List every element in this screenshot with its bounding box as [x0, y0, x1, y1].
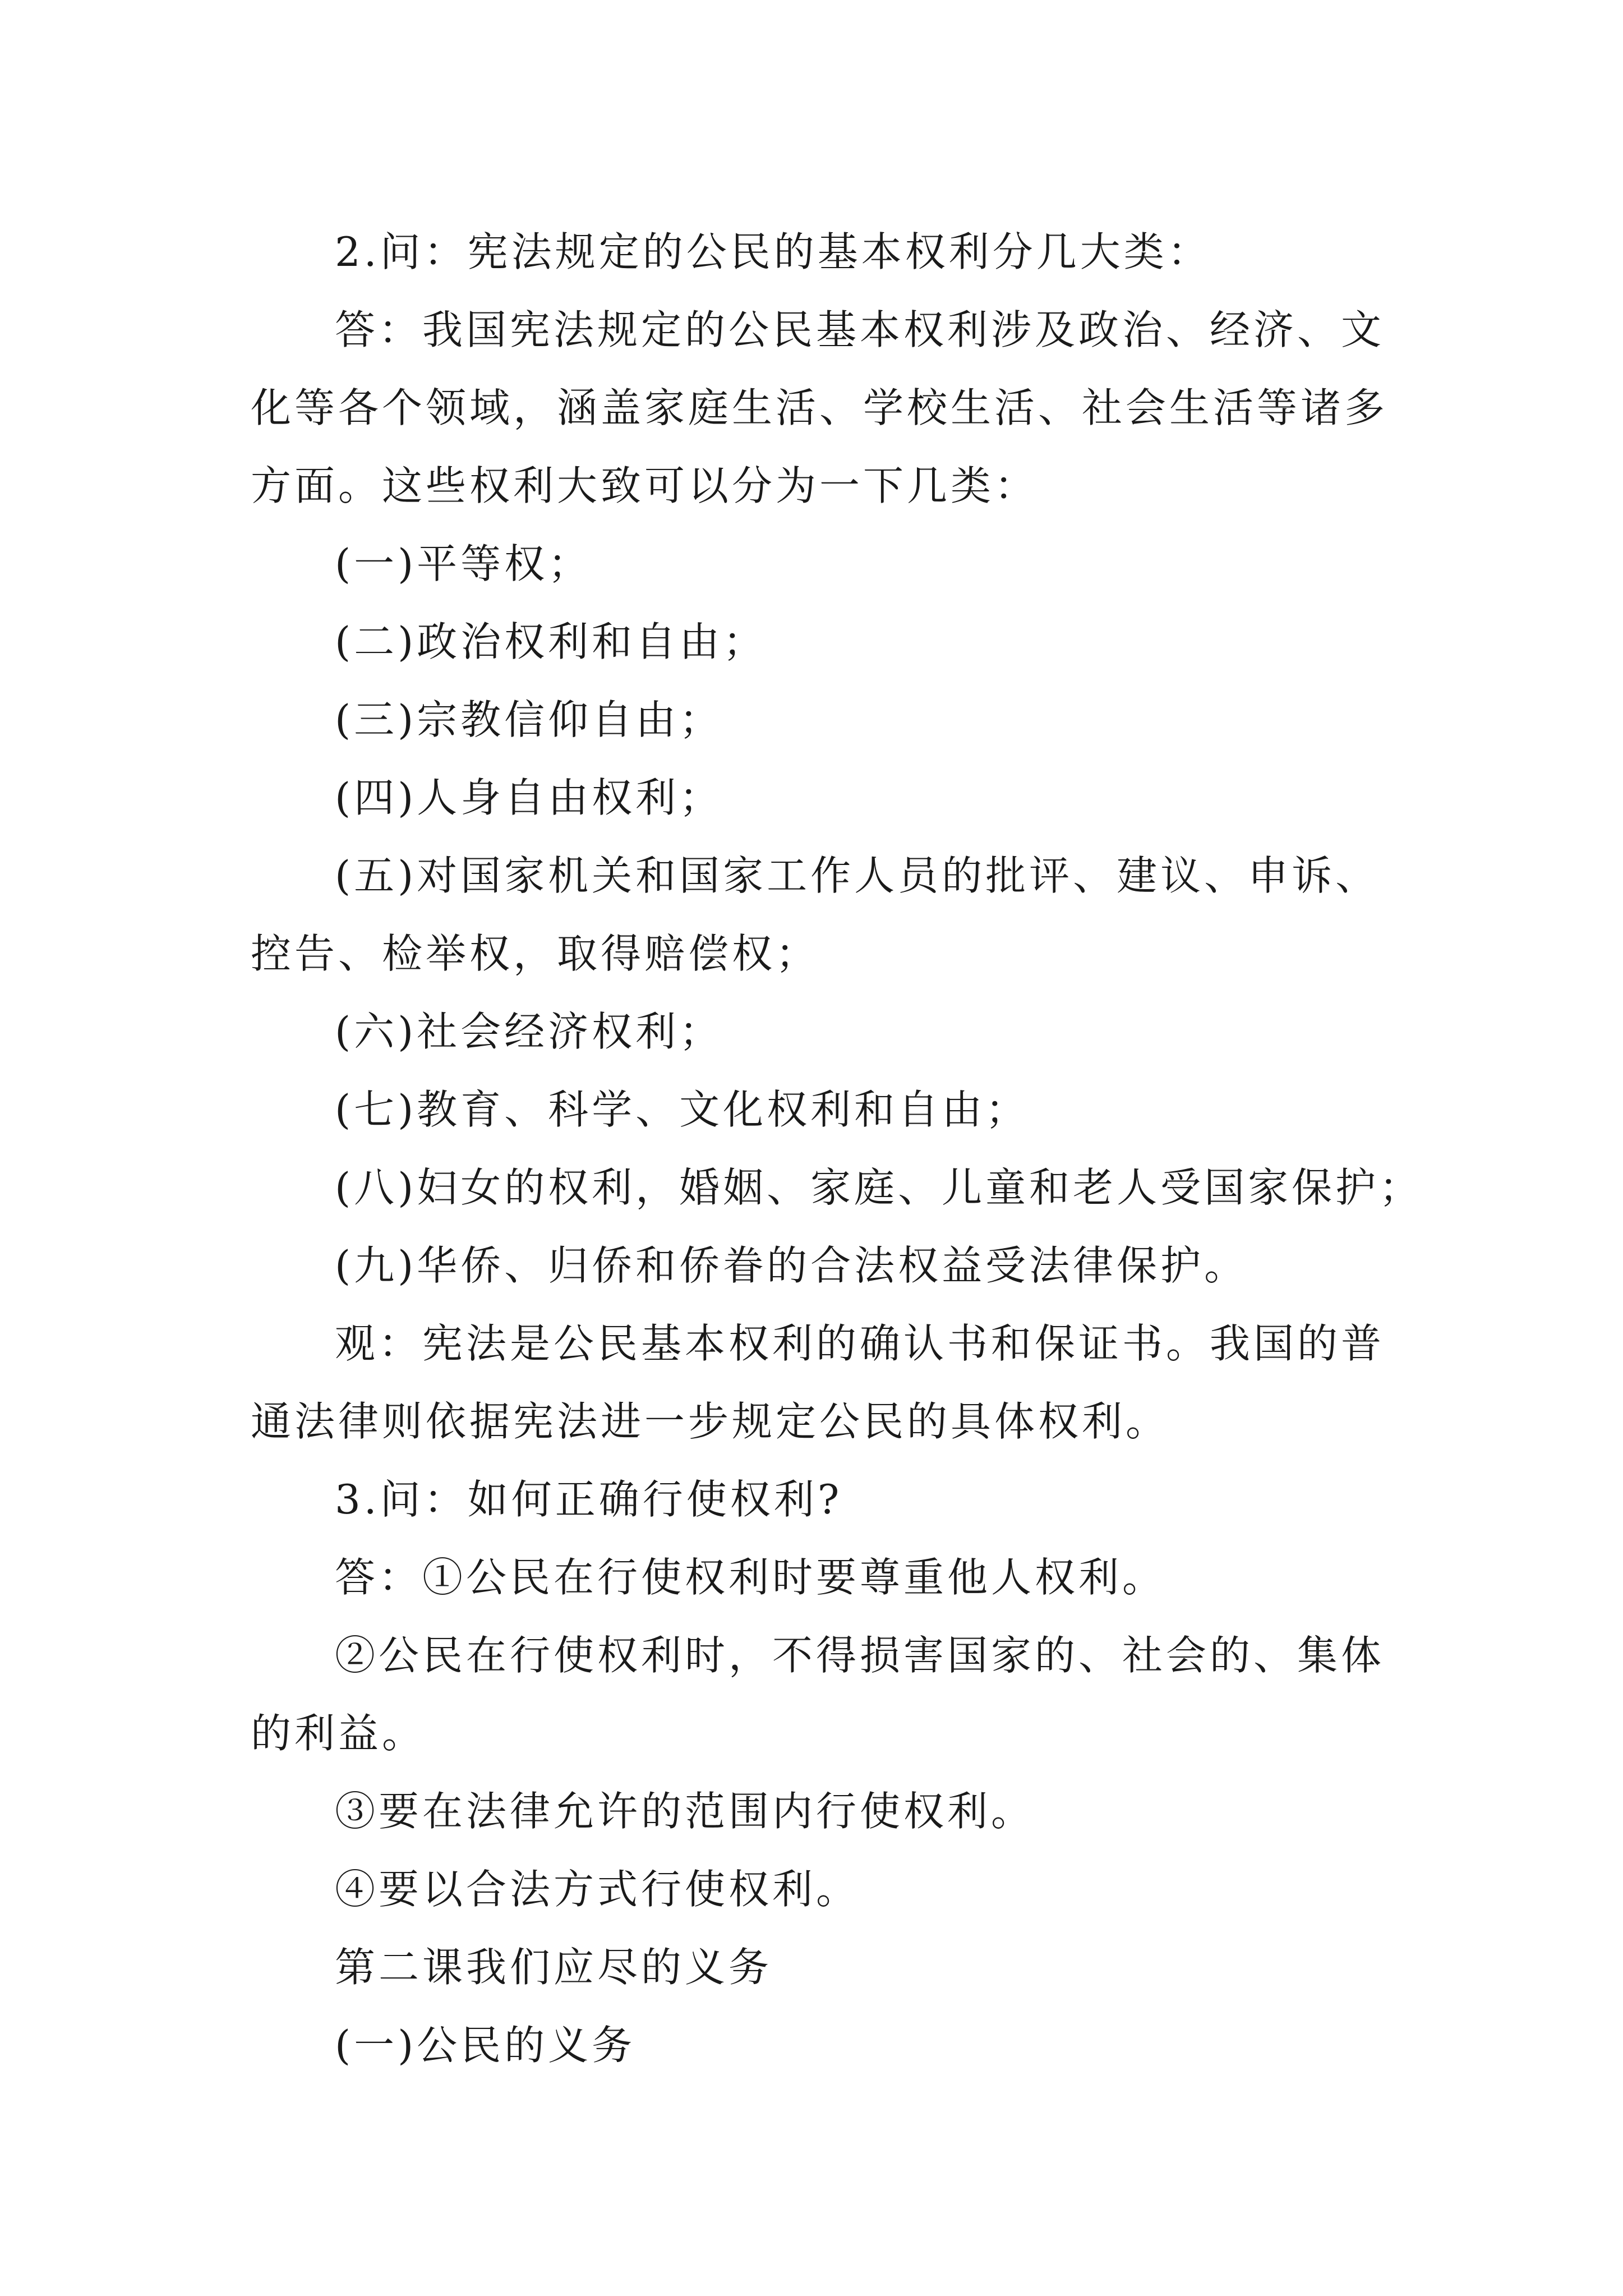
- rights-item-9: (九)华侨、归侨和侨眷的合法权益受法律保护。: [335, 1242, 1248, 1289]
- rights-item-3: (三)宗教信仰自由；: [335, 696, 723, 743]
- answer-3-point-3: ③要在法律允许的范围内行使权利。: [335, 1788, 1035, 1835]
- rights-item-2: (二)政治权利和自由；: [335, 618, 767, 665]
- rights-item-5: (五)对国家机关和国家工作人员的批评、建议、申诉、控告、检举权，取得赔偿权；: [251, 852, 1380, 977]
- viewpoint-paragraph: 观：宪法是公民基本权利的确认书和保证书。我国的普通法律则依据宪法进一步规定公民的具体权利。: [251, 1320, 1385, 1445]
- section-1-heading: (一)公民的义务: [335, 2022, 636, 2069]
- rights-item-7: (七)教育、科学、文化权利和自由；: [335, 1086, 1030, 1133]
- question-2-heading: 2.问：宪法规定的公民的基本权利分几大类：: [335, 228, 1211, 275]
- answer-3-point-4: ④要以合法方式行使权利。: [335, 1866, 860, 1913]
- rights-item-1: (一)平等权；: [335, 540, 592, 587]
- answer-3-point-2: ②公民在行使权利时，不得损害国家的、社会的、集体的利益。: [251, 1632, 1385, 1757]
- lesson-2-title: 第二课我们应尽的义务: [335, 1944, 773, 1991]
- rights-item-6: (六)社会经济权利；: [335, 1008, 723, 1055]
- answer-3-point-1: 答：①公民在行使权利时要尊重他人权利。: [335, 1554, 1166, 1601]
- answer-2-intro: 答：我国宪法规定的公民基本权利涉及政治、经济、文化等各个领域，涵盖家庭生活、学校生活、社会生活等诸多方面。这些权利大致可以分为一下几类：: [251, 306, 1389, 509]
- rights-item-8: (八)妇女的权利，婚姻、家庭、儿童和老人受国家保护；: [335, 1164, 1423, 1211]
- document-body: [251, 213, 1423, 2085]
- question-3-heading: 3.问：如何正确行使权利?: [335, 1476, 843, 1523]
- rights-item-4: (四)人身自由权利；: [335, 774, 723, 821]
